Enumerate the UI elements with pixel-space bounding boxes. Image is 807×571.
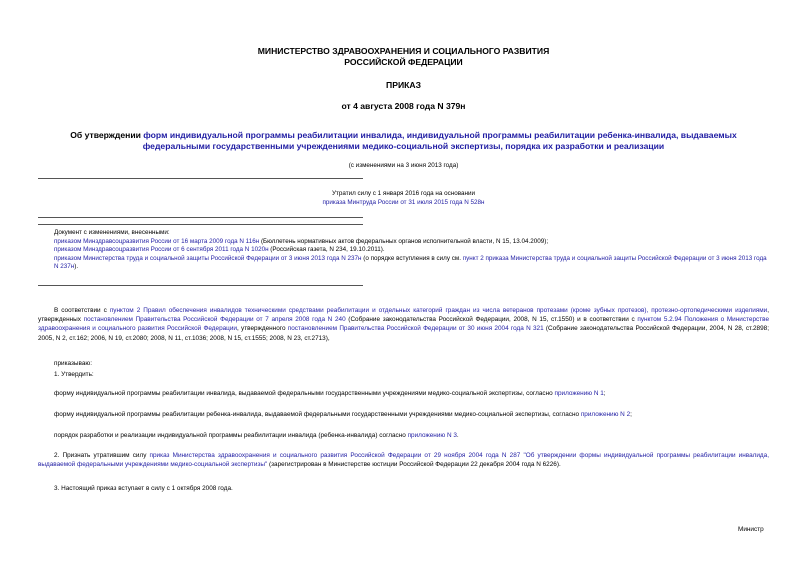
document-date: от 4 августа 2008 года N 379н (341, 101, 466, 111)
preamble-link[interactable]: постановлением Правительства Российской Федерации от 7 апреля 2008 года N 240 (83, 316, 346, 324)
amendment-link[interactable]: пункт 2 приказа Министерства труда и социальной защиты Российской (462, 254, 672, 262)
appendix-2-link[interactable]: приложению N 2 (580, 411, 631, 418)
form-2-line: форму индивидуальной программы реабилитации ребенка-инвалида, выдаваемой федеральными государственными учреждениями медико-социальной экспертизы, согласно приложению N 2; (54, 411, 632, 418)
order-item-1: 1. Утвердить: (54, 371, 94, 378)
order-verb: приказываю: (54, 360, 92, 367)
amendment-link[interactable]: приказом Минздравсоцразвития России от 6 сентября 2011 года N 1020н (54, 246, 269, 254)
preamble-paragraph: В соответствии с пунктом 2 Правил обеспечения инвалидов техническими средствами реабилитации и отдельных категорий граждан из числа ветеранов протезами (кроме зубных протезов), протезно-ортопедическими изделиями, утвержденных постановлением Правительства Российской Федерации от 7 апреля 2008 года N 240 (Собрание законодательства Российской Федерации, 2008, N 15, ст.1550) и в соответствии с пунктом 5.2.94 Положения о Министерстве здравоохранения и социального развития Российской Федерации, утвержденного постановлением Правительства Российской Федерации от 30 июня 2004 года N 321 (Собрание законодательства Российской Федерации, 2004, N 28, ст.2898; 2005, N 2, ст.162; 2006, N 19, ст.2080; 2008, N 11, ст.1036; 2008, N 15, ст.1555; 2008, N 23, ст.2713), (38, 307, 770, 342)
appendix-1-link[interactable]: приложению N 1 (554, 390, 604, 397)
preamble-link[interactable]: пунктом 2 Правил обеспечения инвалидов техническими средствами реабилитации и отдельных категорий граждан из числа ветеранов протезами (кроме зубных протезов), протезно-ортопедическими изделиями (109, 307, 768, 314)
amendment-link[interactable]: Федерации от 3 июня 2013 года N 237н (54, 254, 767, 271)
title-link-line2[interactable]: федеральными государственными учреждениями медико-социальной экспертизы, порядка их разработки и реализации (142, 141, 665, 151)
amendment-link[interactable]: приказом Министерства труда и социальной защиты Российской Федерации от 3 июня 2013 года N 237н (54, 254, 362, 262)
document-type: ПРИКАЗ (386, 80, 421, 90)
repealed-order-link[interactable]: приказ Министерства здравоохранения и социального развития Российской Федерации от 29 ноября 2004 года N 287 "Об утверждении формы индивидуальной программы реабилитации инвалида, выдаваемой федеральными учреждениями медико-социальной экспертизы" (38, 452, 769, 469)
document-header (0, 46, 807, 67)
expired-notice (250, 190, 557, 207)
expired-text: Утратил силу с 1 января 2016 года на основании (331, 190, 476, 197)
divider (38, 224, 363, 225)
amendment-item: приказом Минздравсоцразвития России от 6 сентября 2011 года N 1020н (Российская газета, N 234, 19.10.2011). (54, 246, 385, 254)
preamble-link[interactable]: постановлением Правительства Российской Федерации от 30 июня 2004 года N 321 (287, 325, 544, 333)
document-title (20, 130, 787, 152)
form-1-line: форму индивидуальной программы реабилитации инвалида, выдаваемой федеральными государственными учреждениями медико-социальной экспертизы, согласно приложению N 1; (54, 390, 606, 397)
amendment-item: приказом Министерства труда и социальной защиты Российской Федерации от 3 июня 2013 года N 237н (о порядке вступления в силу см. пункт 2 приказа Министерства труда и социальной защиты Российской Федерации от 3 июня 2013 года N 237н). (54, 254, 767, 271)
preamble-link[interactable]: пунктом 5.2.94 Положения о Министерстве здравоохранения и социального развития Российской Федерации (38, 316, 770, 333)
amendment-link[interactable]: приказом Минздравсоцразвития России от 16 марта 2009 года N 116н (54, 237, 260, 245)
divider (38, 217, 363, 218)
amendment-item: приказом Минздравсоцразвития России от 16 марта 2009 года N 116н (Бюллетень нормативных актов федеральных органов исполнительной власти, N 15, 13.04.2009); (54, 237, 549, 245)
amendments-block (54, 229, 774, 272)
procedure-line: порядок разработки и реализации индивидуальной программы реабилитации инвалида (ребенка-инвалида) согласно приложению N 3. (54, 432, 459, 439)
order-item-2: 2. Признать утратившим силу приказ Министерства здравоохранения и социального развития Российской Федерации от 29 ноября 2004 года N 287 "Об утверждении формы индивидуальной программы реабилитации инвалида, выдаваемой федеральными учреждениями медико-социальной экспертизы" (зарегистрирован в Министерстве юстиции Российской Федерации 22 декабря 2004 года N 6226). (38, 452, 769, 469)
order-item-3: 3. Настоящий приказ вступает в силу с 1 октября 2008 года. (54, 485, 233, 492)
amendments-intro: Документ с изменениями, внесенными: (54, 229, 170, 236)
title-prefix: Об утверждении (70, 130, 144, 140)
appendix-3-link[interactable]: приложению N 3 (407, 432, 457, 439)
divider (38, 285, 363, 286)
ministry-name-line1: МИНИСТЕРСТВО ЗДРАВООХРАНЕНИЯ И СОЦИАЛЬНОГО РАЗВИТИЯ (257, 46, 550, 56)
expired-link[interactable]: приказа Минтруда России от 31 июля 2015 года N 528н (322, 198, 485, 206)
changes-note: (с изменениями на 3 июня 2013 года) (348, 162, 459, 169)
title-link-line1[interactable]: форм индивидуальной программы реабилитации инвалида, индивидуальной программы реабилитации ребенка-инвалида, выдаваемых (143, 130, 737, 140)
divider (38, 178, 363, 179)
signature-title: Министр (738, 526, 764, 533)
ministry-name-line2: РОССИЙСКОЙ ФЕДЕРАЦИИ (344, 56, 463, 67)
